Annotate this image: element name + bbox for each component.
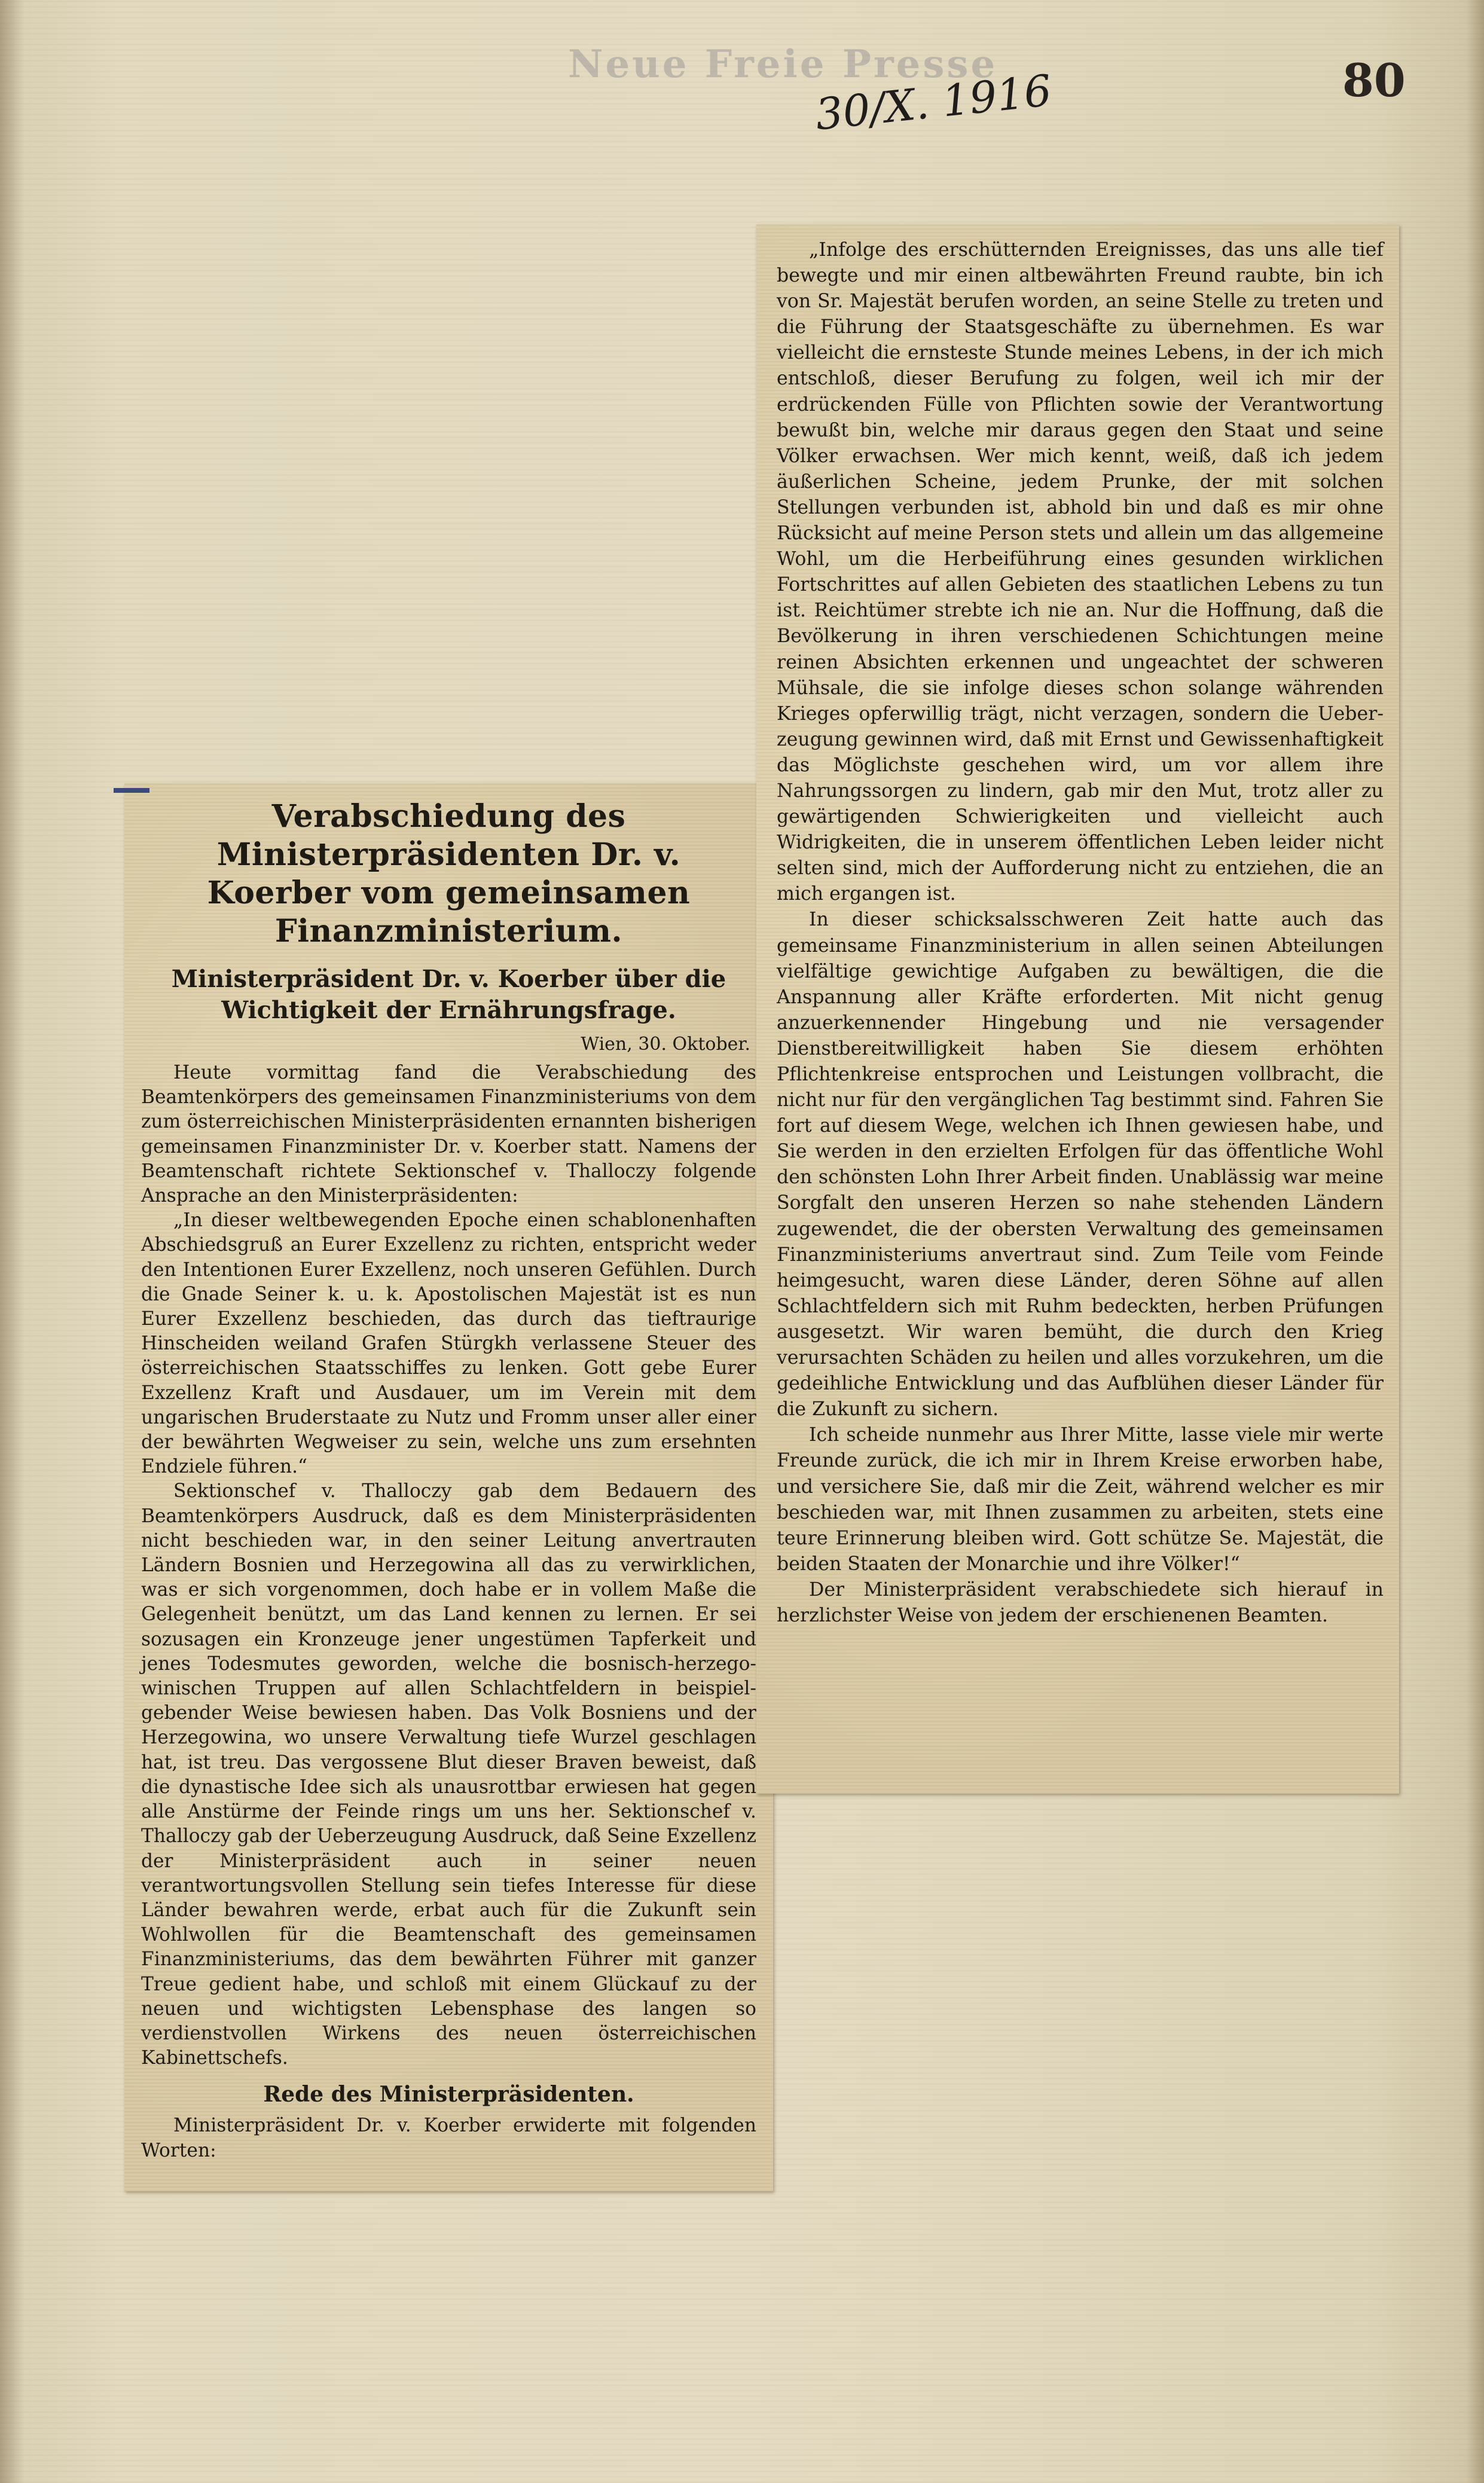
left-newspaper-clipping — [124, 783, 773, 2191]
article-paragraph: Ich scheide nunmehr aus Ihrer Mitte, lasse viele mir werte Freunde zurück, die ich mir in Ihrem Kreise erworben habe, und versichere Sie, daß mir die Zeit, während welcher es mir beschieden war, mit Ihnen zusammen zu arbeiten, stets eine teure Erinnerung bleiben wird. Gott schütze Se. Majestät, die beiden Staaten der Monarchie und ihre Völker!“ — [777, 1424, 1384, 1575]
article-paragraph: „In dieser weltbewegenden Epoche einen schablonenhaften Abschiedsgruß an Eurer Exzellenz zu richten, entspricht weder den Intentionen Eurer Exzellenz, noch unseren Gefühlen. Durch die Gnade Seiner k. u. k. Apostolischen Majestät ist es nun Eurer Exzellenz beschieden, das durch das tieftraurige Hinscheiden weiland Grafen Stürgkh verlassene Steuer des österreichischen Staatsschiffes zu lenken. Gott gebe Eurer Exzellenz Kraft und Ausdauer, um im Verein mit dem ungarischen Bruderstaate zu Nutz und Fromm unser aller einer der bewährten Wegweiser zu sein, welche uns zum ersehnten Endziele führen.“ — [141, 1210, 756, 1478]
article-paragraph: Sektionschef v. Thalloczy gab dem Bedauern des Beamtenkörpers Ausdruck, daß es dem Ministerpräsidenten nicht beschieden war, in den seiner Leitung anvertrauten Ländern Bosnien und Herzegowina all das zu verwirklichen, was er sich vorgenommen, doch habe er in vollem Maße die Gelegenheit benützt, um das Land kennen zu lernen. Er sei sozusagen ein Kronzeuge jener ungestümen Tapferkeit und jenes Todesmutes geworden, welche die bosnisch-herzegowinischen Truppen auf allen Schlachtfeldern in beispielgebender Weise bewiesen haben. Das Volk Bosniens und der Herzegowina, wo unsere Verwaltung tiefe Wurzel geschlagen hat, ist treu. Das vergossene Blut dieser Braven beweist, daß die dynastische Idee sich als unausrottbar erwiesen hat gegen alle Anstürme der Feinde rings um uns her. Sektionschef v. Thalloczy gab der Ueberzeugung Ausdruck, daß Seine Exzellenz der Ministerpräsident auch in seiner neuen verantwortungsvollen Stellung sein tiefes Interesse für diese Länder bewahren werde, erbat auch für die Zukunft sein Wohlwollen für die Beamtenschaft des gemeinsamen Finanzministeriums, das dem bewährten Führer mit ganzer Treue gedient habe, und schloß mit einem Glückauf zu der neuen und wichtigsten Lebensphase des langen so verdienstvollen Wirkens des neuen österreichischen Kabinettschefs. — [141, 1480, 756, 2069]
newspaper-stamp: Neue Freie Presse — [568, 42, 998, 87]
article-paragraph: Ministerpräsident Dr. v. Koerber erwiderte mit folgenden Worten: — [141, 2115, 756, 2161]
article-paragraph: In dieser schicksalsschweren Zeit hatte auch das gemeinsame Finanzministerium in allen seinen Abteilungen vielfältige gewichtige Aufgaben zu bewältigen, die die Anspannung aller Kräfte erforderten. Mit nicht genug anzuerkennender Hingebung und nie versagender Dienstbereitwilligkeit haben Sie diesem erhöhten Pflichtenkreise entsprochen und Leistungen vollbracht, die nicht nur für den vergänglichen Tag bestimmt sind. Fahren Sie fort auf diesem Wege, welchen ich Ihnen gewiesen habe, und Sie werden in den erzielten Erfolgen für das öffentliche Wohl den schönsten Lohn Ihrer Arbeit finden. Unablässig war meine Sorgfalt den unseren Herzen so nahe stehenden Ländern zugewendet, die der obersten Verwaltung des gemeinsamen Finanzministeriums anvertraut sind. Zum Teile vom Feinde heimgesucht, waren diese Länder, deren Söhne auf allen Schlachtfeldern sich mit Ruhm bedeckten, herben Prüfungen ausgesetzt. Wir waren bemüht, die durch den Krieg verursachten Schäden zu heilen und alles vorzukehren, um die gedeihliche Entwicklung und das Aufblühen dieser Länder für die Zukunft zu sichern. — [777, 909, 1384, 1421]
blue-pencil-mark — [114, 788, 149, 793]
section-heading: Rede des Ministerpräsidenten. — [263, 2082, 634, 2108]
article-headline: Verabschiedung des Ministerpräsidenten Dr. v. Koerber vom gemeinsamen Finanzministerium. — [207, 798, 691, 949]
article-subheadline: Ministerpräsident Dr. v. Koerber über die Wichtigkeit der Ernährungsfrage. — [171, 965, 726, 1024]
article-paragraph: Der Ministerpräsident verabschiedete sich hierauf in herzlichster Weise von jedem der erschienenen Beamten. — [777, 1578, 1384, 1626]
page-number: 80 — [1342, 54, 1406, 107]
handwritten-date: 30/X. 1916 — [813, 65, 1054, 140]
article-paragraph: „Infolge des erschütternden Ereignisses, das uns alle tief bewegte und mir einen altbewährten Freund raubte, bin ich von Sr. Majestät berufen worden, an seine Stelle zu treten und die Führung der Staatsgeschäfte zu übernehmen. Es war vielleicht die ernsteste Stunde meines Lebens, in der ich mich entschloß, dieser Berufung zu folgen, weil ich mir der erdrückenden Fülle von Pflichten sowie der Verantwortung bewußt bin, welche mir daraus gegen den Staat und seine Völker erwachsen. Wer mich kennt, weiß, daß ich jedem äußerlichen Scheine, jedem Prunke, der mit solchen Stellungen verbunden ist, abhold bin und daß es mir ohne Rücksicht auf meine Person stets und allein um das allgemeine Wohl, um die Herbeiführung eines gesunden wirklichen Fortschrittes auf allen Gebieten des staatlichen Lebens zu tun ist. Reichtümer strebte ich nie an. Nur die Hoffnung, daß die Bevölkerung in ihren verschiedenen Schichtungen meine reinen Absichten erkennen und ungeachtet der schweren Mühsale, die sie infolge dieses schon solange währenden Krieges opferwillig trägt, nicht verzagen, sondern die Ueberzeugung gewinnen wird, daß mit Ernst und Gewissenhaftigkeit das Möglichste geschehen wird, um vor allem ihre Nahrungssorgen zu lindern, gab mir den Mut, trotz aller zu gewärtigenden Schwierigkeiten und vielleicht auch Widrigkeiten, die in unserem öffentlichen Leben leider nicht selten sind, mich der Aufforderung nicht zu entziehen, die an mich ergangen ist. — [777, 239, 1384, 905]
article-paragraph: Heute vormittag fand die Verabschiedung des Beamtenkörpers des gemeinsamen Finanzministeriums von dem zum österreichischen Ministerpräsidenten ernannten bisherigen gemeinsamen Finanzminister Dr. v. Koerber statt. Namens der Beamtenschaft richtete Sektionschef v. Thalloczy folgende Ansprache an den Ministerpräsidenten: — [141, 1062, 756, 1207]
left-edge-shadow — [0, 0, 24, 2483]
article-dateline: Wien, 30. Oktober. — [581, 1034, 750, 1055]
right-edge-shadow — [1466, 0, 1484, 2483]
right-newspaper-clipping — [756, 224, 1399, 1794]
